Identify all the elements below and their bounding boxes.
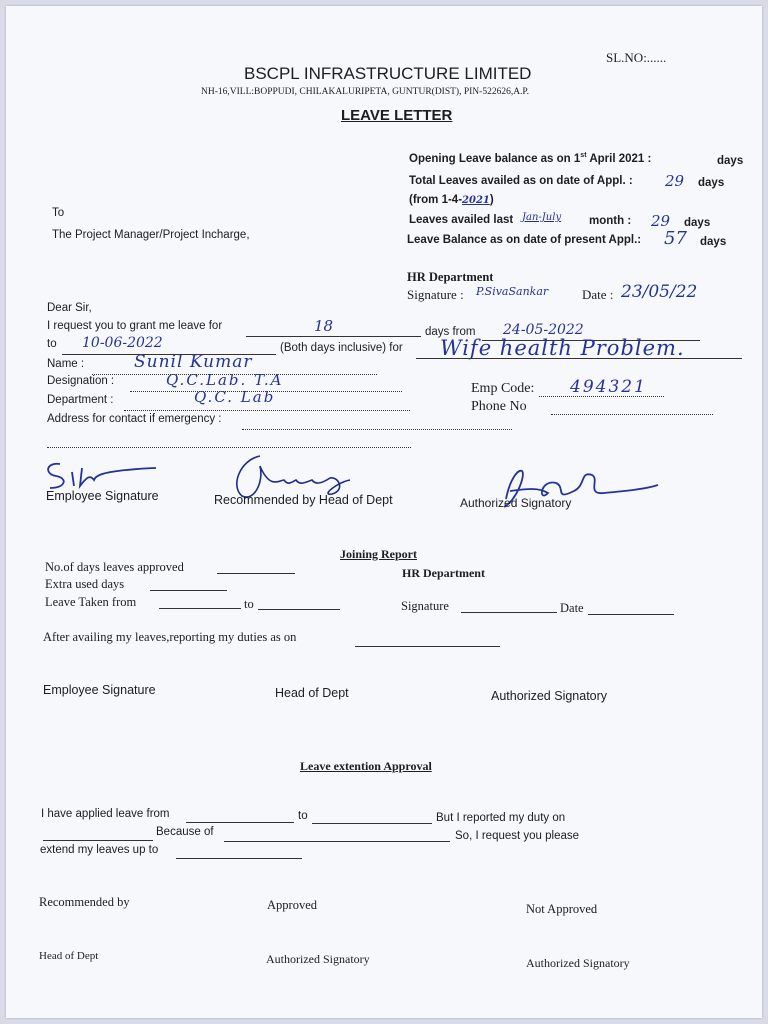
- extension-auth-2: Authorized Signatory: [526, 956, 630, 970]
- applied-to-underline: [312, 823, 432, 824]
- leave-taken-to-underline: [258, 609, 340, 610]
- joining-hr-title: HR Department: [402, 566, 485, 580]
- applied-to-label: to: [298, 810, 308, 822]
- inclusive-label: (Both days inclusive) for: [280, 342, 403, 354]
- reported-label: But I reported my duty on: [436, 812, 566, 824]
- recipient: The Project Manager/Project Incharge,: [52, 229, 250, 241]
- phone-label: Phone No: [471, 399, 527, 414]
- opening-balance-label: Opening Leave balance as on 1st April 2021 :: [409, 152, 652, 165]
- hr-date-label: Date :: [582, 287, 614, 302]
- total-availed-label: Total Leaves availed as on date of Appl. :: [409, 175, 633, 187]
- extend-label: extend my leaves up to: [40, 844, 159, 856]
- hr-signature-value: P.SivaSankar: [476, 285, 549, 298]
- serial-number: SL.NO:......: [606, 50, 667, 65]
- extension-head: Head of Dept: [39, 950, 99, 962]
- authorized-signatory-label: Authorized Signatory: [460, 496, 572, 510]
- extension-auth-1: Authorized Signatory: [266, 952, 370, 966]
- extension-not-approved: Not Approved: [526, 902, 598, 916]
- days-from-label: days from: [425, 326, 476, 338]
- from-date-value: 24-05-2022: [503, 322, 584, 338]
- leave-taken-from-underline: [159, 608, 241, 609]
- extra-days-underline: [150, 590, 227, 591]
- request-please-label: So, I request you please: [455, 830, 580, 842]
- joining-employee-signature: Employee Signature: [43, 683, 156, 697]
- days-value: 18: [314, 317, 334, 335]
- department-dotline: [124, 410, 410, 411]
- opening-balance-unit: days: [717, 155, 744, 167]
- employee-signature-mark: [38, 454, 168, 494]
- extension-recommended: Recommended by: [39, 895, 130, 909]
- recommended-label: Recommended by Head of Dept: [214, 493, 393, 507]
- employee-signature-label: Employee Signature: [46, 489, 159, 503]
- balance-label: Leave Balance as on date of present Appl.:: [407, 234, 642, 246]
- hr-date-value: 23/05/22: [621, 282, 698, 302]
- reporting-label: After availing my leaves,reporting my duties as on: [43, 630, 297, 644]
- balance-unit: days: [700, 236, 727, 248]
- approved-days-label: No.of days leaves approved: [45, 560, 184, 574]
- last-availed-unit: days: [684, 217, 711, 229]
- because-underline: [224, 841, 450, 842]
- total-availed-unit: days: [698, 177, 725, 189]
- emp-code-value: 494321: [570, 377, 647, 397]
- days-underline: [246, 336, 421, 337]
- emp-code-label: Emp Code:: [471, 381, 535, 396]
- page-title: LEAVE LETTER: [341, 107, 453, 124]
- designation-value: Q.C.Lab. T.A: [166, 371, 284, 389]
- applied-from-underline: [186, 822, 294, 823]
- extension-title: Leave extention Approval: [300, 759, 432, 773]
- leave-taken-label: Leave Taken from: [45, 595, 137, 609]
- company-address: NH-16,VILL:BOPPUDI, CHILAKALURIPETA, GUNTUR(DIST), PIN-522626,A.P.: [201, 87, 530, 97]
- from-date-label: (from 1-4-2021): [409, 194, 494, 206]
- designation-label: Designation :: [47, 375, 115, 387]
- applied-label: I have applied leave from: [41, 808, 170, 820]
- joining-head-signature: Head of Dept: [275, 686, 349, 700]
- to-date-value: 10-06-2022: [82, 335, 163, 351]
- to-date-label: to: [47, 338, 57, 350]
- reporting-underline: [355, 646, 500, 647]
- department-label: Department :: [47, 394, 114, 406]
- phone-dotline: [551, 414, 713, 415]
- leave-taken-to-label: to: [244, 597, 254, 611]
- last-month-label: month :: [589, 215, 632, 227]
- joining-signature-label: Signature: [401, 599, 449, 613]
- address-dotline-1: [242, 429, 512, 430]
- joining-signature-underline: [461, 612, 557, 613]
- balance-value: 57: [664, 228, 687, 249]
- joining-date-label: Date: [560, 601, 584, 615]
- name-value: Sunil Kumar: [134, 352, 253, 372]
- total-availed-value: 29: [665, 172, 685, 190]
- address-label: Address for contact if emergency :: [47, 413, 222, 425]
- joining-auth-signature: Authorized Signatory: [491, 689, 608, 703]
- hr-signature-label: Signature :: [407, 287, 464, 302]
- salutation: Dear Sir,: [47, 302, 92, 314]
- reason-value: Wife health Problem.: [440, 336, 685, 360]
- department-value: Q.C. Lab: [194, 388, 276, 406]
- company-name: BSCPL INFRASTRUCTURE LIMITED: [244, 64, 532, 83]
- because-label: Because of: [156, 826, 214, 838]
- last-availed-label: Leaves availed last: [409, 214, 514, 226]
- joining-date-underline: [588, 614, 674, 615]
- approved-days-underline: [217, 573, 295, 574]
- name-label: Name :: [47, 358, 85, 370]
- to-label: To: [52, 207, 65, 219]
- request-label: I request you to grant me leave for: [47, 320, 223, 332]
- last-availed-period: Jan-July: [522, 212, 562, 223]
- extend-underline: [176, 858, 302, 859]
- last-availed-value: 29: [651, 212, 671, 230]
- extension-approved: Approved: [267, 898, 317, 912]
- hr-title: HR Department: [407, 270, 494, 284]
- leave-letter-page: [6, 6, 762, 1018]
- because-pre-underline: [43, 840, 153, 841]
- extra-days-label: Extra used days: [45, 577, 125, 591]
- joining-title: Joining Report: [340, 547, 418, 561]
